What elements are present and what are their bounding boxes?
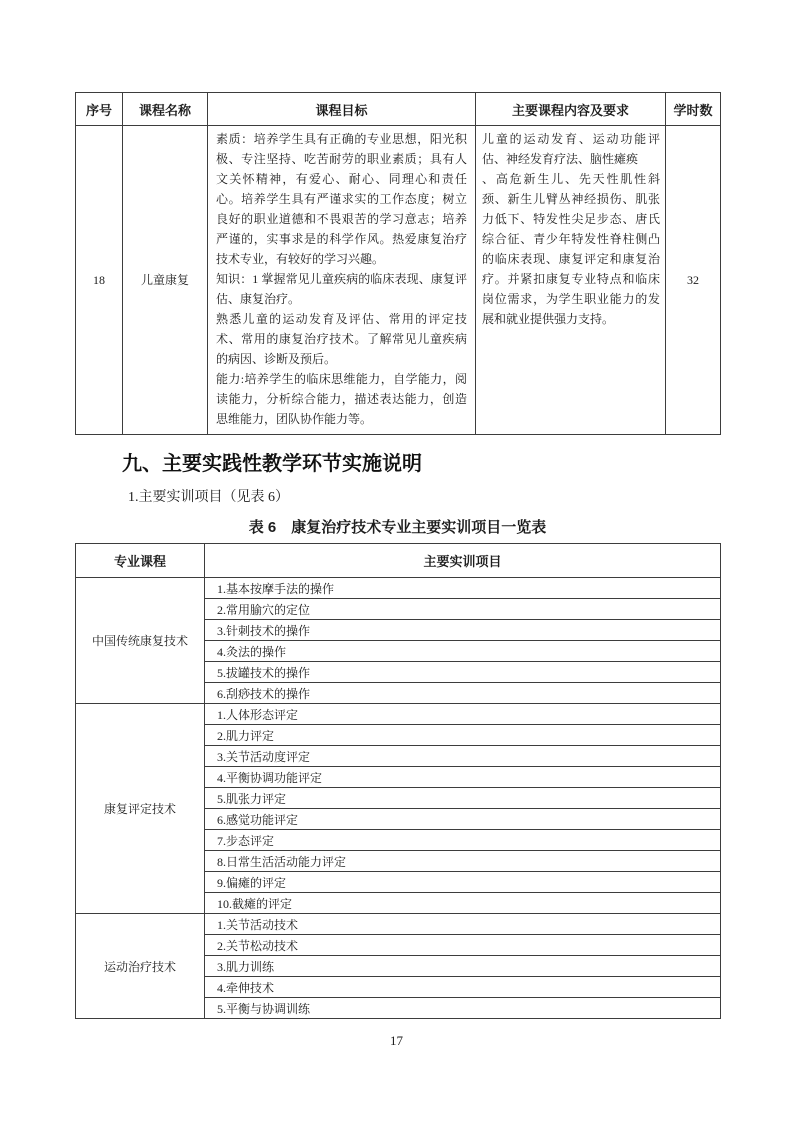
training-table-header [76, 544, 721, 578]
objectives-paragraph: 素质：培养学生具有正确的专业思想，阳光积极、专注坚持、吃苦耐劳的职业素质；具有人文关怀精神，有爱心、耐心、同理心和责任心。培养学生具有严谨求实的工作态度；树立良好的职业道德和不畏艰苦的学习意志；培养严谨的，实事求是的科学作风。热爱康复治疗技术专业，有较好的学习兴趣。 [216, 132, 467, 266]
training-item: 3.关节活动度评定 [205, 746, 721, 767]
training-item: 2.肌力评定 [205, 725, 721, 746]
content-paragraph: 儿童的运动发育、运动功能评估、神经发育疗法、脑性瘫痪 [482, 132, 660, 166]
training-item: 10.截瘫的评定 [205, 893, 721, 914]
training-item: 2.常用腧穴的定位 [205, 599, 721, 620]
header-course-name: 课程名称 [123, 93, 208, 126]
training-item: 8.日常生活活动能力评定 [205, 851, 721, 872]
training-table [75, 543, 721, 1019]
training-item: 2.关节松动技术 [205, 935, 721, 956]
training-item: 3.针刺技术的操作 [205, 620, 721, 641]
training-item: 1.基本按摩手法的操作 [205, 578, 721, 599]
training-item: 4.灸法的操作 [205, 641, 721, 662]
cell-course-name: 儿童康复 [123, 126, 208, 435]
header-seq: 序号 [76, 93, 123, 126]
training-item: 3.肌力训练 [205, 956, 721, 977]
table-row [76, 578, 721, 599]
section-subheading: 1.主要实训项目（见表 6） [128, 490, 289, 505]
training-item: 1.人体形态评定 [205, 704, 721, 725]
cell-seq: 18 [76, 126, 123, 435]
cell-hours: 32 [666, 126, 721, 435]
section-heading: 九、主要实践性教学环节实施说明 [122, 453, 422, 475]
course-table-header-row [76, 93, 721, 126]
cell-objectives [208, 126, 476, 435]
group-rehab-assessment: 康复评定技术 [76, 704, 205, 914]
table-row [76, 914, 721, 935]
header-training-projects: 主要实训项目 [205, 544, 721, 578]
training-item: 6.刮痧技术的操作 [205, 683, 721, 704]
table6-title: 表 6 康复治疗技术专业主要实训项目一览表 [248, 519, 547, 536]
training-item: 6.感觉功能评定 [205, 809, 721, 830]
training-item: 1.关节活动技术 [205, 914, 721, 935]
training-table-header-row [76, 544, 721, 578]
training-item: 4.平衡协调功能评定 [205, 767, 721, 788]
objectives-paragraph: 能力:培养学生的临床思维能力，自学能力，阅读能力，分析综合能力，描述表达能力，创造思维能力，团队协作能力等。 [216, 372, 467, 426]
group-exercise-therapy: 运动治疗技术 [76, 914, 205, 1019]
cell-content [476, 126, 666, 435]
header-content: 主要课程内容及要求 [476, 93, 666, 126]
training-item: 5.肌张力评定 [205, 788, 721, 809]
group-traditional-chinese-rehab: 中国传统康复技术 [76, 578, 205, 704]
objectives-paragraph: 熟悉儿童的运动发育及评估、常用的评定技术、常用的康复治疗技术。了解常见儿童疾病的病因、诊断及预后。 [216, 312, 467, 366]
training-item: 5.拔罐技术的操作 [205, 662, 721, 683]
objectives-paragraph: 知识：1 掌握常见儿童疾病的临床表现、康复评估、康复治疗。 [216, 272, 467, 306]
content-paragraph: 、高危新生儿、先天性肌性斜颈、新生儿臂丛神经损伤、肌张力低下、特发性尖足步态、唐氏综合征、青少年特发性脊柱侧凸的临床表现、康复评定和康复治疗。并紧扣康复专业特点和临床岗位需求，为学生职业能力的发展和就业提供强力支持。 [482, 172, 660, 326]
training-item: 7.步态评定 [205, 830, 721, 851]
training-item: 9.偏瘫的评定 [205, 872, 721, 893]
header-objectives: 课程目标 [208, 93, 476, 126]
course-table [75, 92, 721, 435]
page-content [75, 92, 720, 1019]
header-hours: 学时数 [666, 93, 721, 126]
header-professional-course: 专业课程 [76, 544, 205, 578]
training-item: 5.平衡与协调训练 [205, 998, 721, 1019]
training-item: 4.牵伸技术 [205, 977, 721, 998]
table-row-course-18 [76, 126, 721, 435]
page-number: 17 [390, 1033, 403, 1048]
course-table-header [76, 93, 721, 126]
table-row [76, 704, 721, 725]
